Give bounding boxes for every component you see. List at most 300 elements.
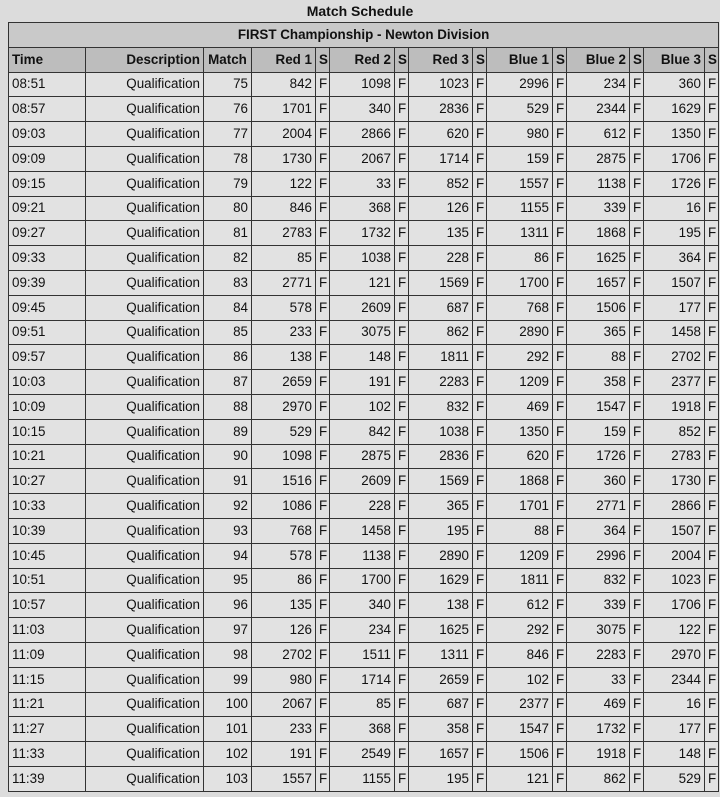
surrogate-flag-cell: F (473, 221, 487, 246)
time-cell: 11:15 (9, 667, 86, 692)
red1-team-cell: 578 (252, 543, 316, 568)
surrogate-flag-cell: F (705, 518, 719, 543)
blue2-team-cell: 159 (567, 419, 630, 444)
blue3-team-cell: 1730 (644, 469, 705, 494)
red3-team-cell: 1625 (409, 618, 473, 643)
blue3-team-cell: 177 (644, 295, 705, 320)
schedule-rows (9, 72, 719, 791)
surrogate-flag-cell: F (395, 146, 409, 171)
red1-team-cell: 980 (252, 667, 316, 692)
description-cell: Qualification (86, 717, 204, 742)
description-cell: Qualification (86, 692, 204, 717)
red3-team-cell: 1657 (409, 742, 473, 767)
red3-team-cell: 126 (409, 196, 473, 221)
time-cell: 11:09 (9, 642, 86, 667)
surrogate-flag-cell: F (473, 543, 487, 568)
match-number-cell: 78 (204, 146, 252, 171)
surrogate-flag-cell: F (473, 444, 487, 469)
surrogate-flag-cell: F (395, 469, 409, 494)
red2-team-cell: 85 (330, 692, 395, 717)
match-number-cell: 84 (204, 295, 252, 320)
blue3-team-cell: 2004 (644, 543, 705, 568)
blue2-team-cell: 1726 (567, 444, 630, 469)
surrogate-flag-cell: F (316, 494, 330, 519)
surrogate-flag-cell: F (316, 444, 330, 469)
red3-team-cell: 135 (409, 221, 473, 246)
match-number-cell: 75 (204, 72, 252, 97)
match-number-cell: 101 (204, 717, 252, 742)
surrogate-flag-cell: F (316, 543, 330, 568)
surrogate-flag-cell: F (630, 146, 644, 171)
red1-team-cell: 846 (252, 196, 316, 221)
surrogate-flag-cell: F (473, 295, 487, 320)
description-cell: Qualification (86, 618, 204, 643)
blue3-team-cell: 1706 (644, 146, 705, 171)
red1-team-cell: 191 (252, 742, 316, 767)
surrogate-flag-cell: F (705, 444, 719, 469)
time-cell: 09:45 (9, 295, 86, 320)
surrogate-flag-cell: F (473, 692, 487, 717)
blue2-team-cell: 339 (567, 593, 630, 618)
red3-team-cell: 687 (409, 692, 473, 717)
red3-team-cell: 365 (409, 494, 473, 519)
surrogate-flag-cell: F (473, 618, 487, 643)
match-number-cell: 100 (204, 692, 252, 717)
time-cell: 09:15 (9, 171, 86, 196)
surrogate-flag-cell: F (705, 742, 719, 767)
surrogate-flag-cell: F (316, 270, 330, 295)
red2-team-cell: 1458 (330, 518, 395, 543)
blue3-team-cell: 16 (644, 692, 705, 717)
surrogate-flag-cell: F (316, 717, 330, 742)
surrogate-flag-cell: F (553, 667, 567, 692)
surrogate-flag-cell: F (316, 122, 330, 147)
red3-team-cell: 228 (409, 246, 473, 271)
column-header-surrogate: S (316, 47, 330, 72)
blue2-team-cell: 832 (567, 568, 630, 593)
red2-team-cell: 368 (330, 717, 395, 742)
blue2-team-cell: 365 (567, 320, 630, 345)
time-cell: 09:27 (9, 221, 86, 246)
description-cell: Qualification (86, 543, 204, 568)
description-cell: Qualification (86, 97, 204, 122)
surrogate-flag-cell: F (395, 72, 409, 97)
blue2-team-cell: 364 (567, 518, 630, 543)
red2-team-cell: 191 (330, 370, 395, 395)
red2-team-cell: 1038 (330, 246, 395, 271)
surrogate-flag-cell: F (553, 345, 567, 370)
column-header-surrogate: S (630, 47, 644, 72)
blue1-team-cell: 88 (487, 518, 553, 543)
surrogate-flag-cell: F (553, 692, 567, 717)
match-number-cell: 87 (204, 370, 252, 395)
column-header-blue3: Blue 3 (644, 47, 705, 72)
table-row (9, 419, 719, 444)
surrogate-flag-cell: F (395, 171, 409, 196)
red2-team-cell: 234 (330, 618, 395, 643)
surrogate-flag-cell: F (473, 122, 487, 147)
blue3-team-cell: 360 (644, 72, 705, 97)
blue3-team-cell: 2866 (644, 494, 705, 519)
surrogate-flag-cell: F (316, 568, 330, 593)
red2-team-cell: 1700 (330, 568, 395, 593)
time-cell: 10:03 (9, 370, 86, 395)
red3-team-cell: 1714 (409, 146, 473, 171)
surrogate-flag-cell: F (553, 270, 567, 295)
red2-team-cell: 148 (330, 345, 395, 370)
surrogate-flag-cell: F (705, 171, 719, 196)
surrogate-flag-cell: F (705, 766, 719, 791)
table-row (9, 444, 719, 469)
red3-team-cell: 195 (409, 766, 473, 791)
blue1-team-cell: 1209 (487, 543, 553, 568)
surrogate-flag-cell: F (473, 171, 487, 196)
time-cell: 10:09 (9, 394, 86, 419)
table-row (9, 246, 719, 271)
red3-team-cell: 195 (409, 518, 473, 543)
red3-team-cell: 862 (409, 320, 473, 345)
description-cell: Qualification (86, 419, 204, 444)
blue3-team-cell: 1350 (644, 122, 705, 147)
surrogate-flag-cell: F (553, 97, 567, 122)
match-number-cell: 80 (204, 196, 252, 221)
surrogate-flag-cell: F (395, 494, 409, 519)
surrogate-flag-cell: F (316, 196, 330, 221)
column-header-red1: Red 1 (252, 47, 316, 72)
surrogate-flag-cell: F (316, 518, 330, 543)
surrogate-flag-cell: F (473, 568, 487, 593)
surrogate-flag-cell: F (630, 742, 644, 767)
surrogate-flag-cell: F (630, 618, 644, 643)
surrogate-flag-cell: F (316, 171, 330, 196)
surrogate-flag-cell: F (553, 295, 567, 320)
red2-team-cell: 1714 (330, 667, 395, 692)
red1-team-cell: 2004 (252, 122, 316, 147)
column-header-match: Match (204, 47, 252, 72)
blue1-team-cell: 292 (487, 345, 553, 370)
red1-team-cell: 2067 (252, 692, 316, 717)
column-header-red3: Red 3 (409, 47, 473, 72)
blue2-team-cell: 2875 (567, 146, 630, 171)
table-row (9, 543, 719, 568)
match-number-cell: 76 (204, 97, 252, 122)
red3-team-cell: 1629 (409, 568, 473, 593)
table-row (9, 97, 719, 122)
surrogate-flag-cell: F (473, 370, 487, 395)
blue3-team-cell: 2970 (644, 642, 705, 667)
surrogate-flag-cell: F (395, 568, 409, 593)
column-header-description: Description (86, 47, 204, 72)
surrogate-flag-cell: F (630, 171, 644, 196)
red2-team-cell: 33 (330, 171, 395, 196)
surrogate-flag-cell: F (316, 295, 330, 320)
column-header-blue1: Blue 1 (487, 47, 553, 72)
red2-team-cell: 228 (330, 494, 395, 519)
blue2-team-cell: 469 (567, 692, 630, 717)
surrogate-flag-cell: F (553, 394, 567, 419)
match-number-cell: 85 (204, 320, 252, 345)
time-cell: 11:39 (9, 766, 86, 791)
surrogate-flag-cell: F (316, 345, 330, 370)
column-header-surrogate: S (705, 47, 719, 72)
blue3-team-cell: 2783 (644, 444, 705, 469)
surrogate-flag-cell: F (316, 146, 330, 171)
column-header-blue2: Blue 2 (567, 47, 630, 72)
table-row (9, 270, 719, 295)
blue3-team-cell: 1023 (644, 568, 705, 593)
surrogate-flag-cell: F (630, 270, 644, 295)
blue1-team-cell: 768 (487, 295, 553, 320)
description-cell: Qualification (86, 444, 204, 469)
surrogate-flag-cell: F (473, 742, 487, 767)
table-row (9, 370, 719, 395)
table-row (9, 146, 719, 171)
column-header-time: Time (9, 47, 86, 72)
surrogate-flag-cell: F (473, 469, 487, 494)
time-cell: 11:33 (9, 742, 86, 767)
blue2-team-cell: 1547 (567, 394, 630, 419)
red2-team-cell: 1155 (330, 766, 395, 791)
description-cell: Qualification (86, 171, 204, 196)
red3-team-cell: 138 (409, 593, 473, 618)
blue3-team-cell: 2344 (644, 667, 705, 692)
blue2-team-cell: 612 (567, 122, 630, 147)
surrogate-flag-cell: F (316, 593, 330, 618)
match-number-cell: 98 (204, 642, 252, 667)
time-cell: 09:33 (9, 246, 86, 271)
description-cell: Qualification (86, 295, 204, 320)
blue1-team-cell: 1701 (487, 494, 553, 519)
surrogate-flag-cell: F (316, 469, 330, 494)
red1-team-cell: 2702 (252, 642, 316, 667)
surrogate-flag-cell: F (395, 642, 409, 667)
table-row (9, 72, 719, 97)
surrogate-flag-cell: F (630, 469, 644, 494)
surrogate-flag-cell: F (705, 543, 719, 568)
schedule-table (8, 22, 719, 792)
surrogate-flag-cell: F (395, 320, 409, 345)
time-cell: 10:45 (9, 543, 86, 568)
surrogate-flag-cell: F (473, 717, 487, 742)
match-number-cell: 95 (204, 568, 252, 593)
red3-team-cell: 2890 (409, 543, 473, 568)
match-number-cell: 90 (204, 444, 252, 469)
surrogate-flag-cell: F (473, 320, 487, 345)
blue2-team-cell: 3075 (567, 618, 630, 643)
table-subtitle: FIRST Championship - Newton Division (9, 23, 719, 48)
surrogate-flag-cell: F (316, 766, 330, 791)
blue1-team-cell: 1155 (487, 196, 553, 221)
description-cell: Qualification (86, 494, 204, 519)
red2-team-cell: 340 (330, 97, 395, 122)
surrogate-flag-cell: F (473, 72, 487, 97)
surrogate-flag-cell: F (630, 72, 644, 97)
red3-team-cell: 1811 (409, 345, 473, 370)
surrogate-flag-cell: F (553, 742, 567, 767)
red3-team-cell: 1023 (409, 72, 473, 97)
description-cell: Qualification (86, 146, 204, 171)
table-row (9, 618, 719, 643)
table-row (9, 196, 719, 221)
surrogate-flag-cell: F (316, 692, 330, 717)
table-row (9, 345, 719, 370)
red2-team-cell: 2609 (330, 469, 395, 494)
surrogate-flag-cell: F (705, 320, 719, 345)
table-row (9, 320, 719, 345)
surrogate-flag-cell: F (395, 543, 409, 568)
description-cell: Qualification (86, 196, 204, 221)
description-cell: Qualification (86, 370, 204, 395)
surrogate-flag-cell: F (705, 469, 719, 494)
red3-team-cell: 687 (409, 295, 473, 320)
blue2-team-cell: 2996 (567, 543, 630, 568)
surrogate-flag-cell: F (395, 122, 409, 147)
surrogate-flag-cell: F (395, 221, 409, 246)
blue1-team-cell: 102 (487, 667, 553, 692)
match-number-cell: 79 (204, 171, 252, 196)
surrogate-flag-cell: F (630, 122, 644, 147)
match-number-cell: 86 (204, 345, 252, 370)
surrogate-flag-cell: F (395, 742, 409, 767)
surrogate-flag-cell: F (316, 370, 330, 395)
surrogate-flag-cell: F (630, 345, 644, 370)
surrogate-flag-cell: F (630, 196, 644, 221)
surrogate-flag-cell: F (473, 394, 487, 419)
surrogate-flag-cell: F (705, 72, 719, 97)
surrogate-flag-cell: F (473, 146, 487, 171)
time-cell: 09:57 (9, 345, 86, 370)
blue1-team-cell: 1209 (487, 370, 553, 395)
surrogate-flag-cell: F (395, 345, 409, 370)
time-cell: 09:03 (9, 122, 86, 147)
surrogate-flag-cell: F (395, 518, 409, 543)
time-cell: 09:09 (9, 146, 86, 171)
match-number-cell: 91 (204, 469, 252, 494)
red2-team-cell: 2067 (330, 146, 395, 171)
table-row (9, 122, 719, 147)
time-cell: 10:15 (9, 419, 86, 444)
blue2-team-cell: 2771 (567, 494, 630, 519)
blue1-team-cell: 121 (487, 766, 553, 791)
surrogate-flag-cell: F (705, 196, 719, 221)
time-cell: 09:39 (9, 270, 86, 295)
red2-team-cell: 368 (330, 196, 395, 221)
surrogate-flag-cell: F (473, 642, 487, 667)
match-number-cell: 77 (204, 122, 252, 147)
surrogate-flag-cell: F (705, 667, 719, 692)
red2-team-cell: 1138 (330, 543, 395, 568)
red1-team-cell: 138 (252, 345, 316, 370)
blue3-team-cell: 16 (644, 196, 705, 221)
blue1-team-cell: 612 (487, 593, 553, 618)
blue3-team-cell: 1918 (644, 394, 705, 419)
table-row (9, 494, 719, 519)
surrogate-flag-cell: F (473, 419, 487, 444)
surrogate-flag-cell: F (553, 568, 567, 593)
surrogate-flag-cell: F (630, 692, 644, 717)
table-row (9, 221, 719, 246)
blue3-team-cell: 1726 (644, 171, 705, 196)
table-row (9, 295, 719, 320)
table-row (9, 692, 719, 717)
blue2-team-cell: 358 (567, 370, 630, 395)
surrogate-flag-cell: F (705, 692, 719, 717)
surrogate-flag-cell: F (630, 246, 644, 271)
surrogate-flag-cell: F (316, 419, 330, 444)
red1-team-cell: 578 (252, 295, 316, 320)
red1-team-cell: 135 (252, 593, 316, 618)
match-number-cell: 103 (204, 766, 252, 791)
blue1-team-cell: 2377 (487, 692, 553, 717)
table-row (9, 667, 719, 692)
blue3-team-cell: 177 (644, 717, 705, 742)
blue1-team-cell: 292 (487, 618, 553, 643)
surrogate-flag-cell: F (395, 419, 409, 444)
blue1-team-cell: 1811 (487, 568, 553, 593)
blue1-team-cell: 159 (487, 146, 553, 171)
surrogate-flag-cell: F (395, 394, 409, 419)
surrogate-flag-cell: F (395, 97, 409, 122)
blue3-team-cell: 529 (644, 766, 705, 791)
surrogate-flag-cell: F (630, 717, 644, 742)
description-cell: Qualification (86, 320, 204, 345)
match-number-cell: 102 (204, 742, 252, 767)
surrogate-flag-cell: F (705, 345, 719, 370)
description-cell: Qualification (86, 667, 204, 692)
surrogate-flag-cell: F (473, 196, 487, 221)
time-cell: 08:57 (9, 97, 86, 122)
match-number-cell: 83 (204, 270, 252, 295)
surrogate-flag-cell: F (705, 494, 719, 519)
surrogate-flag-cell: F (705, 370, 719, 395)
time-cell: 11:27 (9, 717, 86, 742)
blue2-team-cell: 1732 (567, 717, 630, 742)
blue1-team-cell: 86 (487, 246, 553, 271)
blue2-team-cell: 339 (567, 196, 630, 221)
blue2-team-cell: 1657 (567, 270, 630, 295)
surrogate-flag-cell: F (473, 667, 487, 692)
red2-team-cell: 2609 (330, 295, 395, 320)
time-cell: 10:51 (9, 568, 86, 593)
surrogate-flag-cell: F (316, 618, 330, 643)
red1-team-cell: 122 (252, 171, 316, 196)
surrogate-flag-cell: F (630, 766, 644, 791)
blue2-team-cell: 1918 (567, 742, 630, 767)
time-cell: 10:21 (9, 444, 86, 469)
surrogate-flag-cell: F (630, 568, 644, 593)
column-header-red2: Red 2 (330, 47, 395, 72)
red1-team-cell: 1701 (252, 97, 316, 122)
match-number-cell: 99 (204, 667, 252, 692)
red1-team-cell: 2783 (252, 221, 316, 246)
table-row (9, 766, 719, 791)
match-number-cell: 89 (204, 419, 252, 444)
surrogate-flag-cell: F (553, 146, 567, 171)
surrogate-flag-cell: F (553, 246, 567, 271)
surrogate-flag-cell: F (395, 717, 409, 742)
table-row (9, 642, 719, 667)
surrogate-flag-cell: F (473, 345, 487, 370)
match-number-cell: 96 (204, 593, 252, 618)
match-number-cell: 94 (204, 543, 252, 568)
red1-team-cell: 233 (252, 320, 316, 345)
time-cell: 08:51 (9, 72, 86, 97)
surrogate-flag-cell: F (553, 618, 567, 643)
surrogate-flag-cell: F (705, 246, 719, 271)
red1-team-cell: 1086 (252, 494, 316, 519)
surrogate-flag-cell: F (553, 419, 567, 444)
time-cell: 10:27 (9, 469, 86, 494)
